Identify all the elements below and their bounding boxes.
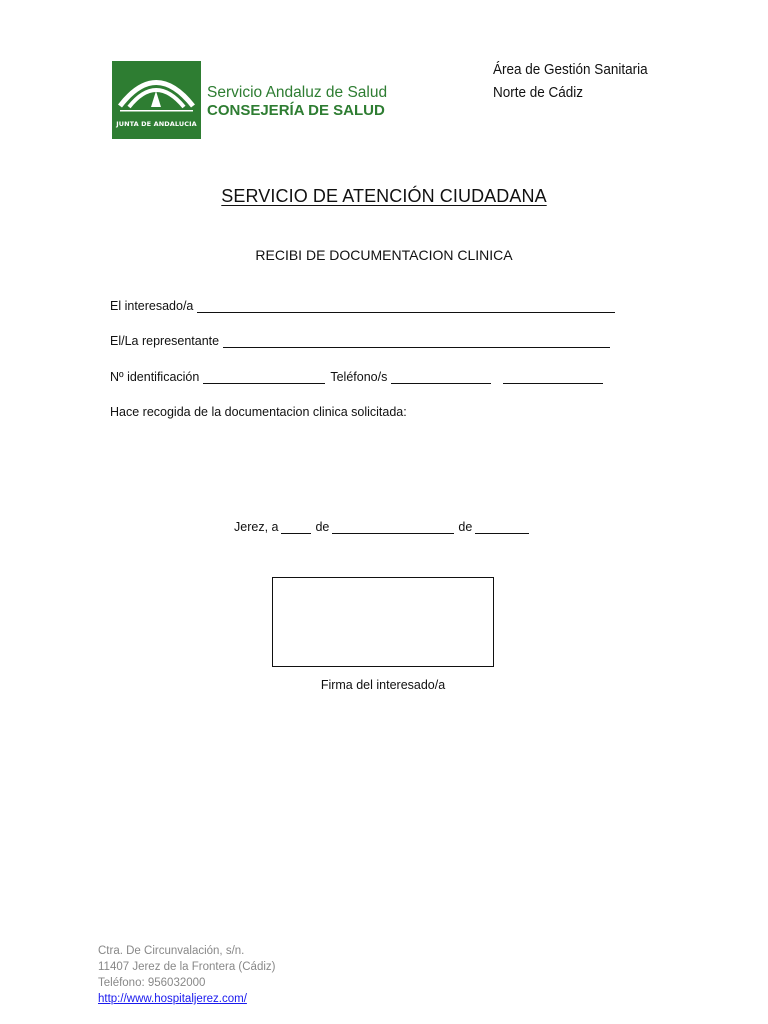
identificacion-label: Nº identificación xyxy=(110,370,200,384)
representante-row xyxy=(110,334,610,348)
footer-phone: Teléfono: 956032000 xyxy=(98,977,206,989)
recogida-row xyxy=(110,405,407,419)
telefono-field-1[interactable] xyxy=(391,371,491,384)
footer xyxy=(98,943,276,1007)
date-de-1: de xyxy=(315,520,330,534)
area-header xyxy=(493,58,648,104)
recogida-text: Hace recogida de la documentacion clinica solicitada: xyxy=(110,405,407,419)
date-line xyxy=(234,520,533,534)
signature-label: Firma del interesado/a xyxy=(320,678,446,692)
month-field[interactable] xyxy=(332,521,454,534)
interesado-field[interactable] xyxy=(197,300,615,313)
area-line-1: Área de Gestión Sanitaria xyxy=(493,61,648,78)
representante-label: El/La representante xyxy=(110,334,220,348)
document-subtitle: RECIBI DE DOCUMENTACION CLINICA xyxy=(255,247,513,263)
footer-address-1: Ctra. De Circunvalación, s/n. xyxy=(98,945,245,957)
interesado-label: El interesado/a xyxy=(110,299,194,313)
year-field[interactable] xyxy=(475,521,529,534)
junta-andalucia-emblem xyxy=(112,61,201,139)
logo-service-name: Servicio Andaluz de Salud xyxy=(207,84,388,101)
logo-consejeria-name: CONSEJERÍA DE SALUD xyxy=(207,102,385,119)
date-prefix: Jerez, a xyxy=(234,520,279,534)
page-title: SERVICIO DE ATENCIÓN CIUDADANA xyxy=(221,186,547,206)
telefono-field-2[interactable] xyxy=(503,371,603,384)
identificacion-field[interactable] xyxy=(203,371,325,384)
logo-caption: JUNTA DE ANDALUCIA xyxy=(116,120,197,128)
day-field[interactable] xyxy=(281,521,311,534)
date-de-2: de xyxy=(458,520,473,534)
identificacion-row xyxy=(110,370,603,384)
logo-text xyxy=(207,84,387,120)
interesado-row xyxy=(110,299,615,313)
representante-field[interactable] xyxy=(223,335,610,348)
signature-box[interactable] xyxy=(272,577,494,667)
area-line-2: Norte de Cádiz xyxy=(493,84,584,101)
footer-website-link[interactable]: http://www.hospitaljerez.com/ xyxy=(98,993,247,1005)
telefono-label: Teléfono/s xyxy=(330,370,388,384)
footer-address-2: 11407 Jerez de la Frontera (Cádiz) xyxy=(98,961,276,973)
logo xyxy=(112,61,387,139)
